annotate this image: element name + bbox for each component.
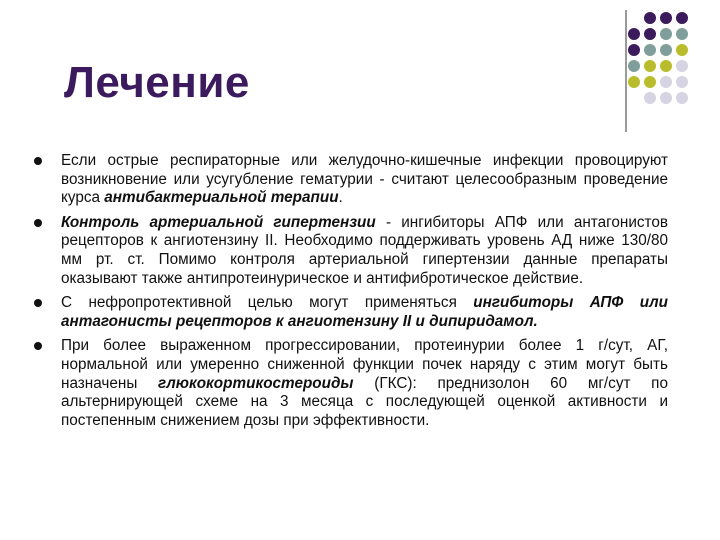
decorative-dot <box>628 76 640 88</box>
decorative-dot <box>676 28 688 40</box>
bullet-text: Если острые респираторные или желудочно-кишечные инфекции провоцируют возникновение или усугубление гематурии - считают целесообразным проведение курса <box>61 152 668 207</box>
bullet-text: - ингибиторы АПФ или антагонистов рецепторов к ангиотензину II. Необходимо поддерживать уровень АД ниже 130/80 мм рт. ст. Помимо контроля артериальной гипертензии данные препараты оказывают также антипротеинурическое и антифибротическое действие. <box>61 213 668 287</box>
decorative-dot <box>676 12 688 24</box>
decorative-dot <box>660 60 672 72</box>
bullet-emphasis: ингибиторы АПФ или антагонисты рецепторов к ангиотензину II и дипиридамол. <box>61 294 668 330</box>
decorative-dot <box>660 44 672 56</box>
bullet-emphasis: Контроль артериальной гипертензии <box>61 213 376 231</box>
decorative-dot <box>644 92 656 104</box>
decorative-dot <box>644 28 656 40</box>
bullet-text: С нефропротективной целью могут применяться <box>61 294 474 312</box>
bullet-marker <box>34 157 42 165</box>
bullet-text: (ГКС): преднизолон 60 мг/сут по альтернирующей схеме на 3 месяца с последующей оценкой активности и постепенным снижением дозы при эффективности. <box>61 374 668 429</box>
decorative-dot <box>660 92 672 104</box>
decorative-dot <box>644 76 656 88</box>
bullet-item-nephroprotective <box>34 294 668 331</box>
bullet-marker <box>34 219 42 227</box>
decorative-dot-grid <box>628 12 718 122</box>
decorative-dot <box>676 60 688 72</box>
decorative-dot <box>644 44 656 56</box>
decorative-dot <box>644 60 656 72</box>
bullet-marker <box>34 342 42 350</box>
bullet-text: При более выраженном прогрессировании, протеинурии более 1 г/сут, АГ, нормальной или умеренно сниженной функции почек наряду с этим могут быть назначены <box>61 337 668 392</box>
decorative-dot <box>644 12 656 24</box>
bullet-marker <box>34 299 42 307</box>
decorative-dot <box>676 76 688 88</box>
decorative-dot <box>676 44 688 56</box>
decorative-dot <box>628 60 640 72</box>
bullet-emphasis: антибактериальной терапии <box>104 189 339 207</box>
bullet-item-corticosteroids <box>34 337 668 430</box>
decorative-dot <box>676 92 688 104</box>
decorative-dot <box>660 76 672 88</box>
decorative-divider-line <box>625 10 627 132</box>
bullet-list <box>34 152 668 436</box>
decorative-dot <box>628 28 640 40</box>
bullet-text: . <box>338 189 343 207</box>
decorative-dot <box>660 28 672 40</box>
slide-title: Лечение <box>64 58 250 107</box>
decorative-dot <box>628 44 640 56</box>
bullet-emphasis: глюкокортикостероиды <box>158 374 354 392</box>
bullet-item-hypertension-control <box>34 214 668 288</box>
decorative-dot <box>660 12 672 24</box>
bullet-item-antibacterial <box>34 152 668 208</box>
